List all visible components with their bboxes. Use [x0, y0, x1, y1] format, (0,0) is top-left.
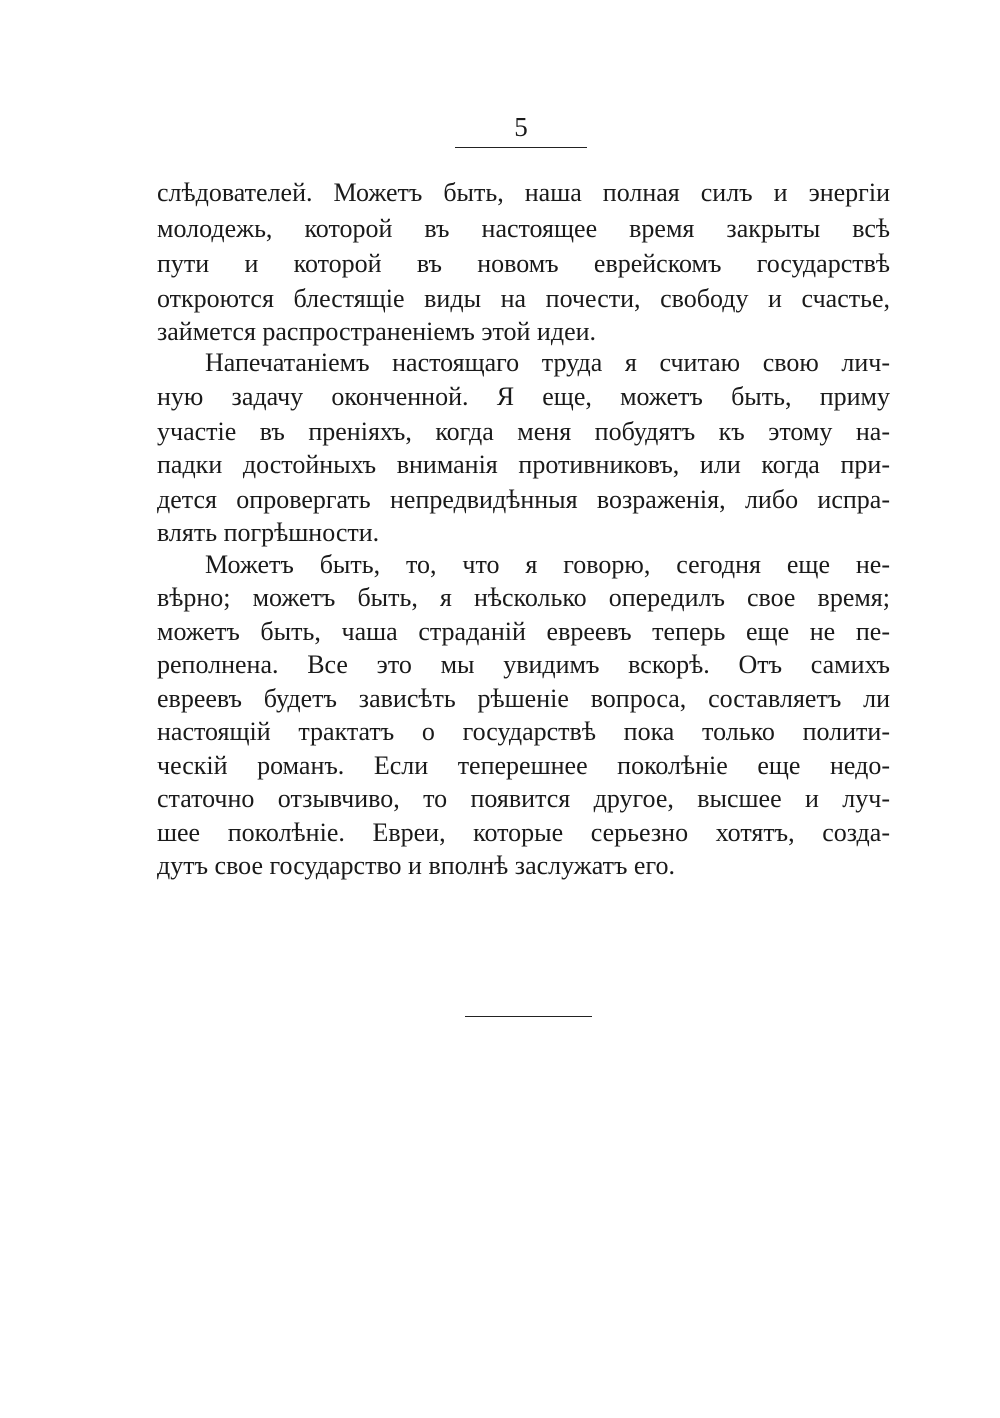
text-line: вѣрно; можетъ быть, я нѣсколько опередилъ свое время; — [157, 583, 890, 612]
text-line: настоящій трактатъ о государствѣ пока только полити- — [157, 717, 890, 746]
text-line: Напечатаніемъ настоящаго труда я считаю свою лич- — [205, 348, 890, 377]
text-line: дутъ свое государство и вполнѣ заслужатъ его. — [157, 851, 675, 880]
header-rule — [455, 147, 587, 148]
end-rule — [465, 1016, 592, 1017]
text-line: можетъ быть, чаша страданій евреевъ теперь еще не пе- — [157, 617, 890, 646]
text-line: шее поколѣніе. Евреи, которые серьезно хотятъ, созда- — [157, 818, 890, 847]
text-line: займется распространеніемъ этой идеи. — [157, 317, 597, 346]
text-line: ческій романъ. Если теперешнее поколѣніе еще недо- — [157, 751, 890, 780]
text-line: молодежь, которой въ настоящее время закрыты всѣ — [157, 214, 890, 243]
text-line: статочно отзывчиво, то появится другое, высшее и луч- — [157, 784, 890, 813]
text-line: падки достойныхъ вниманія противниковъ, или когда при- — [157, 450, 890, 479]
text-line: влять погрѣшности. — [157, 518, 380, 547]
text-line: ную задачу оконченной. Я еще, можетъ быть, приму — [157, 382, 890, 411]
text-line: реполнена. Все это мы увидимъ вскорѣ. Отъ самихъ — [157, 650, 890, 679]
page-number: 5 — [514, 112, 528, 142]
text-line: пути и которой въ новомъ еврейскомъ государствѣ — [157, 249, 890, 278]
text-line: евреевъ будетъ зависѣть рѣшеніе вопроса, составляетъ ли — [157, 684, 890, 713]
text-line: дется опровергать непредвидѣнныя возраженія, либо испра- — [157, 485, 890, 514]
text-line: участіе въ преніяхъ, когда меня побудятъ къ этому на- — [157, 417, 890, 446]
text-line: Можетъ быть, то, что я говорю, сегодня еще не- — [205, 550, 890, 579]
text-line: слѣдователей. Можетъ быть, наша полная силъ и энергіи — [157, 178, 890, 207]
text-line: откроются блестящіе виды на почести, свободу и счастье, — [157, 284, 890, 313]
